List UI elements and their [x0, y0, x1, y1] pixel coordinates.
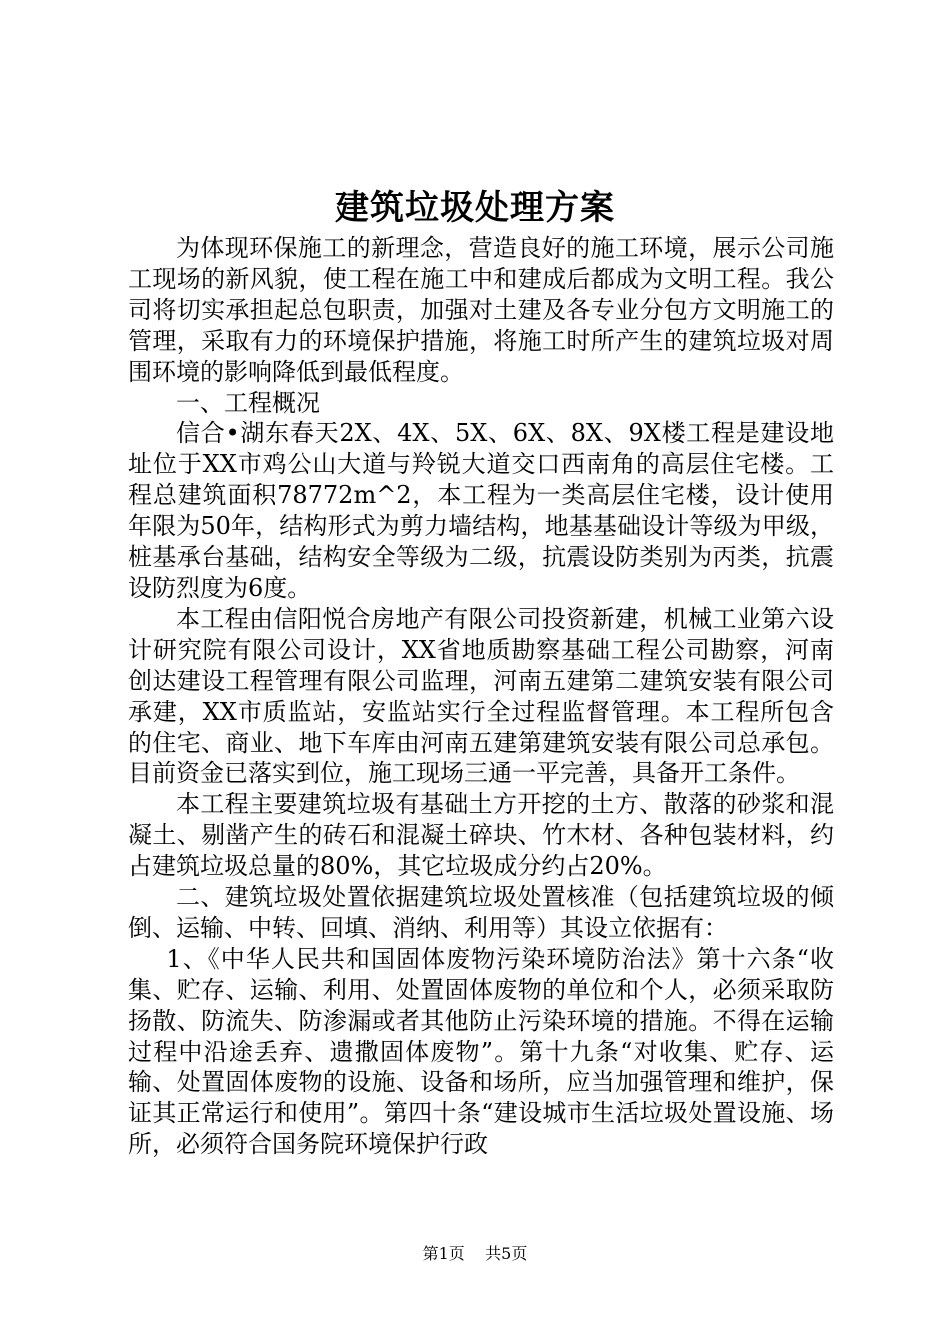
paragraph-waste-composition: 本工程主要建筑垃圾有基础土方开挖的土方、散落的砂浆和混凝土、剔凿产生的砖石和混凝土碎块、竹木材、各种包装材料，约占建筑垃圾总量的80%，其它垃圾成分约占20%。 — [128, 790, 834, 881]
page-footer — [0, 1243, 950, 1265]
document-body — [128, 233, 834, 1160]
section-heading-overview: 一、工程概况 — [176, 388, 320, 417]
page-total: 共5页 — [485, 1244, 528, 1263]
document-title: 建筑垃圾处理方案 — [335, 188, 615, 228]
page-number: 第1页 — [422, 1244, 465, 1263]
paragraph-intro: 为体现环保施工的新理念，营造良好的施工环境，展示公司施工现场的新风貌，使工程在施工中和建成后都成为文明工程。我公司将切实承担起总包职责，加强对土建及各专业分包方文明施工的管理，采取有力的环境保护措施，将施工时所产生的建筑垃圾对周围环境的影响降低到最低程度。 — [128, 234, 834, 386]
paragraph-project-overview: 信合•湖东春天2X、4X、5X、6X、8X、9X楼工程是建设地址位于XX市鸡公山大道与羚锐大道交口西南角的高层住宅楼。工程总建筑面积78772m^2，本工程为一类高层住宅楼，设计使用年限为50年，结构形式为剪力墙结构，地基基础设计等级为甲级，桩基承台基础，结构安全等级为二级，抗震设防类别为丙类，抗震设防烈度为6度。 — [128, 419, 834, 602]
section-heading-basis: 二、建筑垃圾处置依据建筑垃圾处置核准（包括建筑垃圾的倾倒、运输、中转、回填、消纳、利用等）其设立依据有： — [128, 883, 834, 942]
paragraph-project-parties: 本工程由信阳悦合房地产有限公司投资新建，机械工业第六设计研究院有限公司设计，XX省地质勘察基础工程公司勘察，河南创达建设工程管理有限公司监理，河南五建第二建筑安装有限公司承建，XX市质监站，安监站实行全过程监督管理。本工程所包含的住宅、商业、地下车库由河南五建第建筑安装有限公司总承包。目前资金已落实到位，施工现场三通一平完善，具备开工条件。 — [128, 604, 834, 788]
paragraph-law-article: 1、《中华人民共和国固体废物污染环境防治法》第十六条“收集、贮存、运输、利用、处置固体废物的单位和个人，必须采取防扬散、防流失、防渗漏或者其他防止污染环境的措施。不得在运输过程中沿途丢弃、遗撒固体废物”。第十九条“对收集、贮存、运输、处置固体废物的设施、设备和场所，应当加强管理和维护，保证其正常运行和使用”。第四十条“建设城市生活垃圾处置设施、场所，必须符合国务院环境保护行政 — [128, 944, 834, 1159]
